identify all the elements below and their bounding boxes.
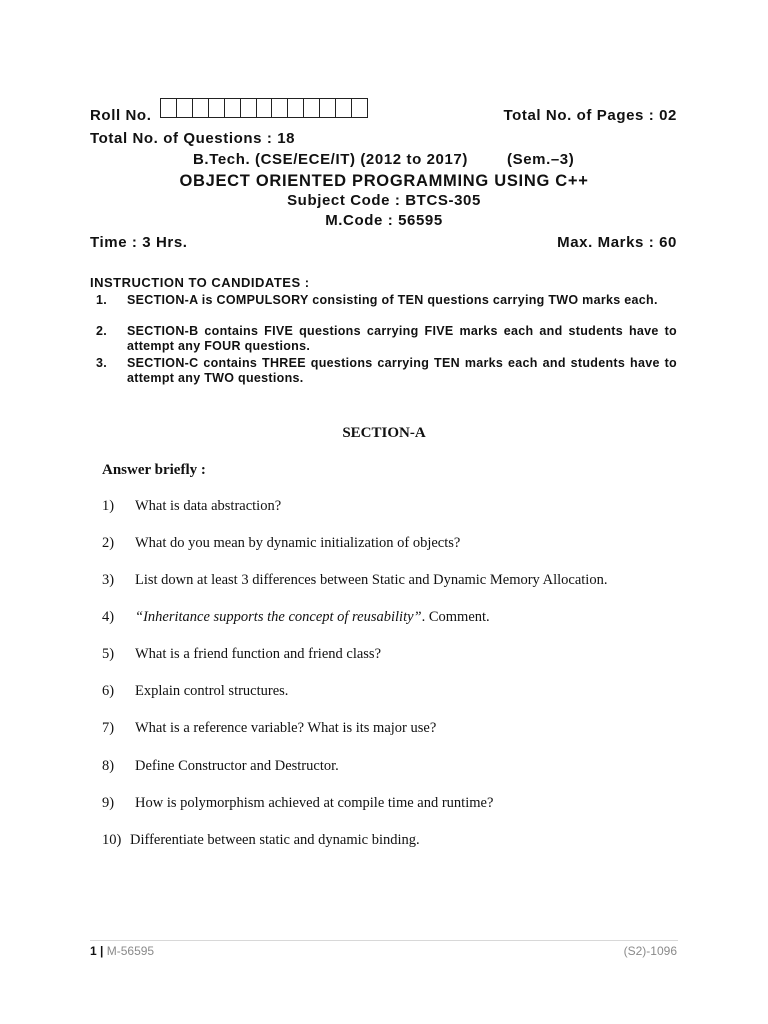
total-questions: Total No. of Questions : 18	[90, 130, 296, 147]
question-item	[102, 832, 420, 849]
footer-separator: |	[100, 944, 104, 958]
instruction-item	[96, 324, 677, 354]
section-a-heading: SECTION-A	[342, 425, 426, 441]
instruction-number: 1.	[96, 293, 108, 307]
question-text: . Comment.	[421, 609, 490, 625]
question-text: What is a reference variable? What is its major use?	[135, 720, 437, 736]
page-number: 1	[90, 944, 97, 958]
question-item	[102, 720, 436, 737]
question-item	[102, 609, 490, 626]
roll-box[interactable]	[304, 99, 320, 117]
roll-box[interactable]	[288, 99, 304, 117]
instruction-item	[96, 293, 677, 308]
question-text: How is polymorphism achieved at compile time and runtime?	[135, 795, 494, 811]
section-a-subheading: Answer briefly :	[102, 462, 206, 478]
question-text: What do you mean by dynamic initialization of objects?	[135, 535, 461, 551]
question-text: What is data abstraction?	[135, 498, 282, 514]
question-item	[102, 535, 460, 552]
instructions-title: INSTRUCTION TO CANDIDATES :	[90, 275, 310, 290]
roll-box[interactable]	[336, 99, 352, 117]
m-code: M.Code : 56595	[325, 212, 443, 229]
question-item	[102, 572, 607, 589]
roll-box[interactable]	[257, 99, 273, 117]
question-number: 3)	[102, 572, 115, 588]
question-number: 5)	[102, 646, 115, 662]
question-number: 10)	[102, 832, 122, 848]
question-number: 6)	[102, 683, 115, 699]
question-text: Differentiate between static and dynamic binding.	[130, 832, 420, 848]
roll-box[interactable]	[161, 99, 177, 117]
roll-box[interactable]	[193, 99, 209, 117]
question-number: 7)	[102, 720, 115, 736]
roll-box[interactable]	[352, 99, 367, 117]
question-item	[102, 683, 288, 700]
question-number: 9)	[102, 795, 115, 811]
footer-left	[90, 944, 154, 958]
roll-box[interactable]	[241, 99, 257, 117]
question-number: 1)	[102, 498, 115, 514]
instruction-text: SECTION-B contains FIVE questions carrying FIVE marks each and students have to attempt any FOUR questions.	[127, 324, 677, 353]
footer-code: M-56595	[106, 944, 155, 958]
roll-box[interactable]	[209, 99, 225, 117]
instruction-number: 2.	[96, 324, 108, 338]
question-number: 4)	[102, 609, 115, 625]
roll-box[interactable]	[177, 99, 193, 117]
instruction-text: SECTION-A is COMPULSORY consisting of TEN questions carrying TWO marks each.	[127, 293, 658, 307]
roll-box[interactable]	[272, 99, 288, 117]
roll-no-label: Roll No.	[90, 107, 152, 124]
course-line: B.Tech. (CSE/ECE/IT) (2012 to 2017)	[193, 151, 468, 168]
footer-right: (S2)-1096	[623, 944, 677, 958]
exam-time: Time : 3 Hrs.	[90, 234, 188, 251]
question-quote: “Inheritance supports the concept of reusability”	[135, 609, 422, 625]
question-text: List down at least 3 differences between Static and Dynamic Memory Allocation.	[135, 572, 608, 588]
question-number: 8)	[102, 758, 115, 774]
semester: (Sem.–3)	[507, 151, 575, 168]
instruction-text: SECTION-C contains THREE questions carrying TEN marks each and students have to attempt any TWO questions.	[127, 356, 677, 385]
total-pages: Total No. of Pages : 02	[503, 107, 677, 124]
question-item	[102, 758, 339, 775]
question-text: Define Constructor and Destructor.	[135, 758, 339, 774]
roll-box[interactable]	[225, 99, 241, 117]
footer-divider	[90, 940, 678, 941]
subject-code: Subject Code : BTCS-305	[287, 192, 481, 209]
instruction-number: 3.	[96, 356, 108, 370]
instruction-item	[96, 356, 677, 386]
roll-box[interactable]	[320, 99, 336, 117]
roll-no-boxes[interactable]	[160, 98, 368, 118]
question-text: Explain control structures.	[135, 683, 289, 699]
question-item	[102, 646, 381, 663]
question-number: 2)	[102, 535, 115, 551]
question-item	[102, 795, 493, 812]
paper-title: OBJECT ORIENTED PROGRAMMING USING C++	[179, 172, 589, 190]
question-text: What is a friend function and friend class?	[135, 646, 382, 662]
question-item	[102, 498, 281, 515]
max-marks: Max. Marks : 60	[557, 234, 677, 251]
